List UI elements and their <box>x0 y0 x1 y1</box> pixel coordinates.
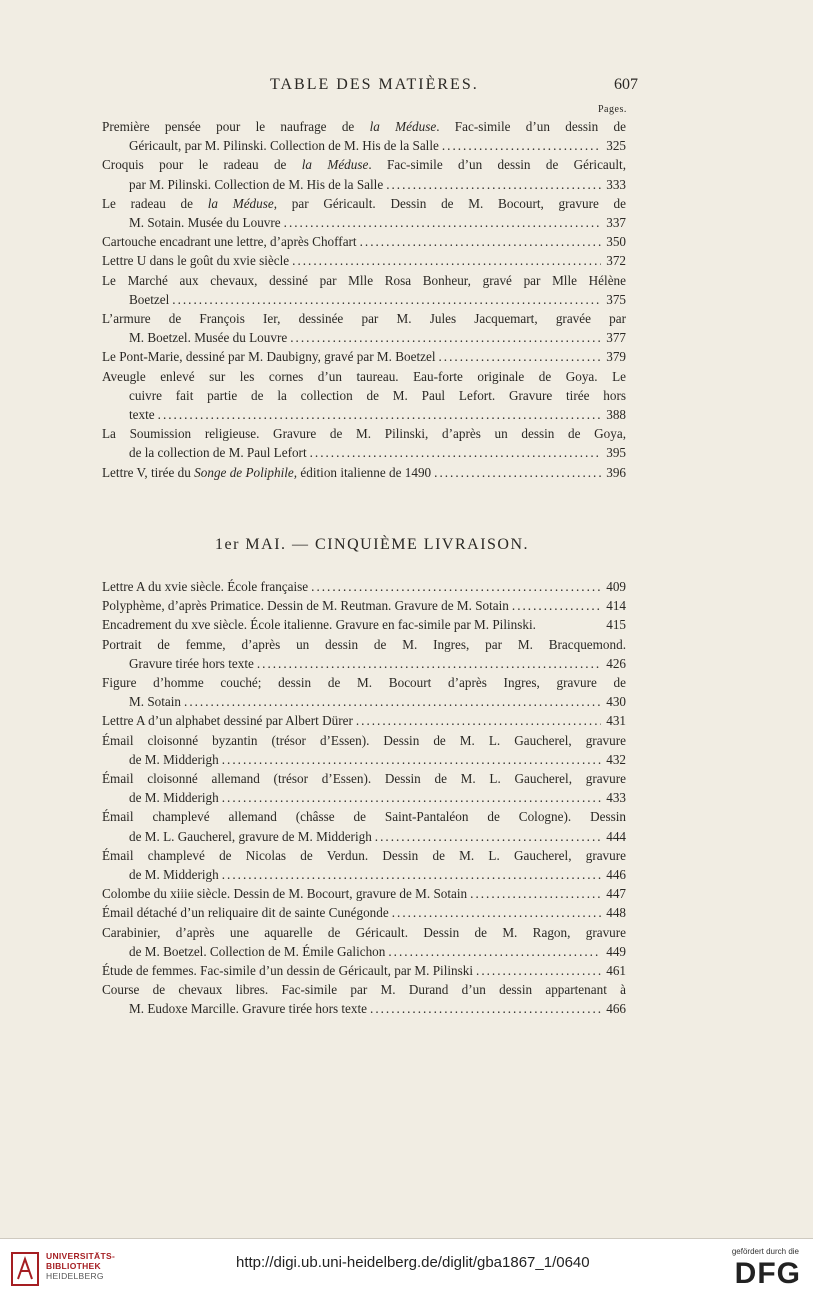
toc-line <box>102 309 626 328</box>
toc-text: Aveugle enlevé sur les cornes d’un taureau. Eau-forte originale de Goya. Le <box>102 368 626 384</box>
toc-entry <box>102 961 626 980</box>
toc-entry-title: Polyphème, d’après Primatice. Dessin de M. Reutman. Gravure de M. Sotain <box>102 598 509 614</box>
toc-entry-title: Étude de femmes. Fac-simile d’un dessin de Géricault, par M. Pilinski <box>102 963 474 979</box>
toc-page-number: 430 <box>606 694 626 710</box>
leader-dots <box>310 443 601 462</box>
toc-text: Émail champlevé allemand (châsse de Saint-Pantaléon de Cologne). Dessin <box>102 809 626 825</box>
toc-line <box>102 615 626 634</box>
toc-text: la Méduse <box>207 195 274 211</box>
toc-text: , par Géricault. Dessin de M. Bocourt, gravure de <box>273 195 626 211</box>
toc-line <box>102 577 626 596</box>
toc-page-number: 396 <box>606 464 626 480</box>
toc-entry <box>102 155 626 193</box>
leader-dots <box>388 942 601 961</box>
toc-entry-title: de M. Boetzel. Collection de M. Émile Galichon <box>129 943 386 959</box>
leader-dots <box>470 884 601 903</box>
toc-page-number: 372 <box>606 253 626 269</box>
toc-line <box>102 271 626 290</box>
leader-dots <box>311 577 601 596</box>
toc-line <box>102 750 626 769</box>
toc-line <box>102 788 626 807</box>
toc-text: cuivre fait partie de la collection de M. Paul Lefort. Gravure tirée hors <box>129 387 626 403</box>
toc-page-number: 325 <box>606 138 626 154</box>
toc-text: Lettre V, tirée du <box>102 464 195 480</box>
leader-dots <box>512 596 601 615</box>
toc-page-number: 333 <box>606 176 626 192</box>
toc-line <box>102 980 626 999</box>
toc-line <box>102 443 626 462</box>
toc-page-number: 444 <box>606 828 626 844</box>
toc-text: Croquis pour le radeau de <box>102 157 302 173</box>
toc-entry <box>102 424 626 462</box>
toc-page-number: 388 <box>606 407 626 423</box>
toc-entry-title: de M. Midderigh <box>129 867 219 883</box>
leader-dots <box>184 692 601 711</box>
toc-page-number: 432 <box>606 751 626 767</box>
toc-line <box>102 961 626 980</box>
permalink-url[interactable]: http://digi.ub.uni-heidelberg.de/diglit/gba1867_1/0640 <box>236 1254 590 1271</box>
library-name <box>46 1251 115 1281</box>
leader-dots <box>476 961 601 980</box>
toc-line <box>102 347 626 366</box>
toc-entry-title: Boetzel <box>129 291 170 307</box>
toc-line <box>102 136 626 155</box>
leader-dots <box>356 711 601 730</box>
toc-line <box>102 807 626 826</box>
toc-entry <box>102 807 626 845</box>
toc-line <box>102 692 626 711</box>
toc-text: la Méduse <box>301 157 369 173</box>
university-seal-icon <box>10 1251 40 1287</box>
footer-bar <box>0 1238 813 1297</box>
leader-dots <box>370 999 601 1018</box>
leader-dots <box>222 750 601 769</box>
toc-line <box>102 405 626 424</box>
toc-entry <box>102 980 626 1018</box>
toc-text: . Fac-simile d’un dessin de <box>436 119 626 134</box>
toc-line <box>102 923 626 942</box>
toc-line <box>102 290 626 309</box>
toc-line <box>102 424 626 443</box>
toc-entry-title: de M. Midderigh <box>129 751 219 767</box>
toc-entry-title: Géricault, par M. Pilinski. Collection de M. His de la Salle <box>129 138 439 154</box>
toc-page-number: 449 <box>606 943 626 959</box>
toc-entry <box>102 711 626 730</box>
toc-page-number: 337 <box>606 215 626 231</box>
leader-dots <box>257 654 601 673</box>
toc-line <box>102 155 626 174</box>
toc-line <box>102 999 626 1018</box>
leader-dots <box>386 175 601 194</box>
toc-text: la Méduse <box>369 119 437 134</box>
toc-line <box>102 865 626 884</box>
toc-entry-title: Colombe du xiiie siècle. Dessin de M. Bocourt, gravure de M. Sotain <box>102 886 468 902</box>
toc-text: Première pensée pour le naufrage de <box>102 119 370 134</box>
toc-text: Émail cloisonné allemand (trésor d’Essen). Dessin de M. L. Gaucherel, gravure <box>102 771 626 787</box>
pages-column-label: Pages. <box>598 104 627 115</box>
toc-text: Émail champlevé de Nicolas de Verdun. Dessin de M. L. Gaucherel, gravure <box>102 847 626 863</box>
toc-entry <box>102 673 626 711</box>
toc-entry-title: de M. L. Gaucherel, gravure de M. Midderigh <box>129 828 372 844</box>
toc-entry-title: M. Sotain. Musée du Louvre <box>129 215 281 231</box>
toc-text: Figure d’homme couché; dessin de M. Bocourt d’après Ingres, gravure de <box>102 675 626 691</box>
toc-entry <box>102 731 626 769</box>
leader-dots <box>290 328 601 347</box>
toc-text: Émail cloisonné byzantin (trésor d’Essen). Dessin de M. L. Gaucherel, gravure <box>102 732 626 748</box>
toc-line <box>102 635 626 654</box>
toc-entry <box>102 596 626 615</box>
toc-line <box>102 175 626 194</box>
toc-entry-title: Lettre U dans le goût du xvie siècle <box>102 253 290 269</box>
library-name-line: HEIDELBERG <box>46 1271 104 1281</box>
toc-page-number: 409 <box>606 579 626 594</box>
toc-entry-title: Émail détaché d’un reliquaire dit de sainte Cunégonde <box>102 905 389 921</box>
toc-entry <box>102 117 626 155</box>
toc-page-number: 461 <box>606 963 626 979</box>
leader-dots <box>222 865 601 884</box>
toc-entry-title: M. Sotain <box>129 694 182 710</box>
page-number: 607 <box>614 76 638 93</box>
running-title: TABLE DES MATIÈRES. <box>270 76 479 93</box>
leader-dots <box>439 347 602 366</box>
toc-page-number: 395 <box>606 445 626 461</box>
toc-line <box>102 596 626 615</box>
toc-page-number: 466 <box>606 1001 626 1017</box>
toc-entry <box>102 271 626 309</box>
toc-entry-title: de la collection de M. Paul Lefort <box>129 445 307 461</box>
toc-entry <box>102 251 626 270</box>
toc-text: Portrait de femme, d’après un dessin de M. Ingres, par M. Bracquemond. <box>102 636 626 652</box>
toc-line <box>102 463 626 482</box>
toc-text: édition italienne de 1490 <box>297 464 432 480</box>
toc-text: Course de chevaux libres. Fac-simile par M. Durand d’un dessin appartenant à <box>102 982 626 998</box>
toc-line <box>102 367 626 386</box>
toc-page-number: 448 <box>606 905 626 921</box>
toc-entry <box>102 615 626 634</box>
library-name-line: UNIVERSITÄTS- <box>46 1251 116 1261</box>
dfg-logo: DFG <box>734 1257 801 1290</box>
toc-line <box>102 827 626 846</box>
toc-entry <box>102 846 626 884</box>
toc-line <box>102 117 626 136</box>
toc-entry-title <box>102 463 431 482</box>
toc-text: . Fac-simile d’un dessin de Géricault, <box>368 157 626 173</box>
leader-dots <box>222 788 601 807</box>
leader-dots <box>360 232 601 251</box>
leader-dots <box>284 213 601 232</box>
toc-page-number: 446 <box>606 867 626 883</box>
toc-page-number: 415 <box>606 617 626 633</box>
toc-entry <box>102 309 626 347</box>
toc-line <box>102 731 626 750</box>
toc-line <box>102 769 626 788</box>
toc-entry-title: Lettre A d’un alphabet dessiné par Albert Dürer <box>102 713 353 729</box>
toc-line <box>102 251 626 270</box>
toc-text: Le radeau de <box>102 195 208 211</box>
toc-text: Le Marché aux chevaux, dessiné par Mlle Rosa Bonheur, gravé par Mlle Hélène <box>102 272 626 288</box>
toc-entry <box>102 884 626 903</box>
toc-entry-title: Lettre A du xvie siècle. École française <box>102 579 309 594</box>
toc-entry-title: par M. Pilinski. Collection de M. His de la Salle <box>129 176 384 192</box>
toc-entry <box>102 903 626 922</box>
leader-dots <box>158 405 601 424</box>
toc-page-number: 377 <box>606 330 626 346</box>
toc-section-2 <box>102 577 626 1019</box>
toc-line <box>102 213 626 232</box>
toc-line <box>102 884 626 903</box>
toc-entry-title: Gravure tirée hors texte <box>129 655 254 671</box>
toc-section-1 <box>102 117 626 482</box>
leader-dots <box>442 136 601 155</box>
toc-text: La Soumission religieuse. Gravure de M. Pilinski, d’après un dessin de Goya, <box>102 426 626 442</box>
toc-page-number: 379 <box>606 349 626 365</box>
toc-entry <box>102 194 626 232</box>
toc-entry-title: Le Pont-Marie, dessiné par M. Daubigny, gravé par M. Boetzel <box>102 349 436 365</box>
leader-dots <box>375 827 601 846</box>
toc-page-number: 433 <box>606 790 626 806</box>
leader-dots <box>392 903 601 922</box>
toc-line <box>102 942 626 961</box>
toc-text: Carabinier, d’après une aquarelle de Géricault. Dessin de M. Ragon, gravure <box>102 924 626 940</box>
toc-line <box>102 673 626 692</box>
library-name-line: BIBLIOTHEK <box>46 1261 101 1271</box>
toc-line <box>102 194 626 213</box>
toc-entry <box>102 923 626 961</box>
toc-entry-title: M. Eudoxe Marcille. Gravure tirée hors texte <box>129 1001 368 1017</box>
toc-text: Songe de Poliphile, <box>194 464 298 480</box>
toc-entry-title: de M. Midderigh <box>129 790 219 806</box>
toc-text: L’armure de François Ier, dessinée par M. Jules Jacquemart, gravée par <box>102 311 626 327</box>
toc-entry <box>102 232 626 251</box>
toc-line <box>102 903 626 922</box>
toc-line <box>102 846 626 865</box>
leader-dots <box>434 463 601 482</box>
toc-entry <box>102 577 626 596</box>
toc-line <box>102 328 626 347</box>
toc-page-number: 375 <box>606 291 626 307</box>
toc-entry-title: M. Boetzel. Musée du Louvre <box>129 330 288 346</box>
toc-line <box>102 654 626 673</box>
toc-page-number: 350 <box>606 234 626 250</box>
toc-entry <box>102 463 626 482</box>
toc-entry-title: texte <box>129 407 155 423</box>
toc-page-number: 447 <box>606 886 626 902</box>
toc-line <box>102 232 626 251</box>
toc-entry <box>102 635 626 673</box>
leader-dots <box>172 290 601 309</box>
toc-page-number: 426 <box>606 655 626 671</box>
toc-line <box>102 711 626 730</box>
section-title: 1er MAI. — CINQUIÈME LIVRAISON. <box>215 536 530 553</box>
toc-entry <box>102 769 626 807</box>
toc-page-number: 431 <box>606 713 626 729</box>
toc-entry <box>102 347 626 366</box>
toc-entry-title: Encadrement du xve siècle. École italienne. Gravure en fac-simile par M. Pilinski. <box>102 617 536 633</box>
toc-page-number: 414 <box>606 598 626 614</box>
dfg-caption: gefördert durch die <box>731 1247 799 1256</box>
toc-entry-title: Cartouche encadrant une lettre, d’après Choffart <box>102 234 357 250</box>
toc-entry <box>102 367 626 425</box>
toc-line <box>102 386 626 405</box>
leader-dots <box>292 251 601 270</box>
